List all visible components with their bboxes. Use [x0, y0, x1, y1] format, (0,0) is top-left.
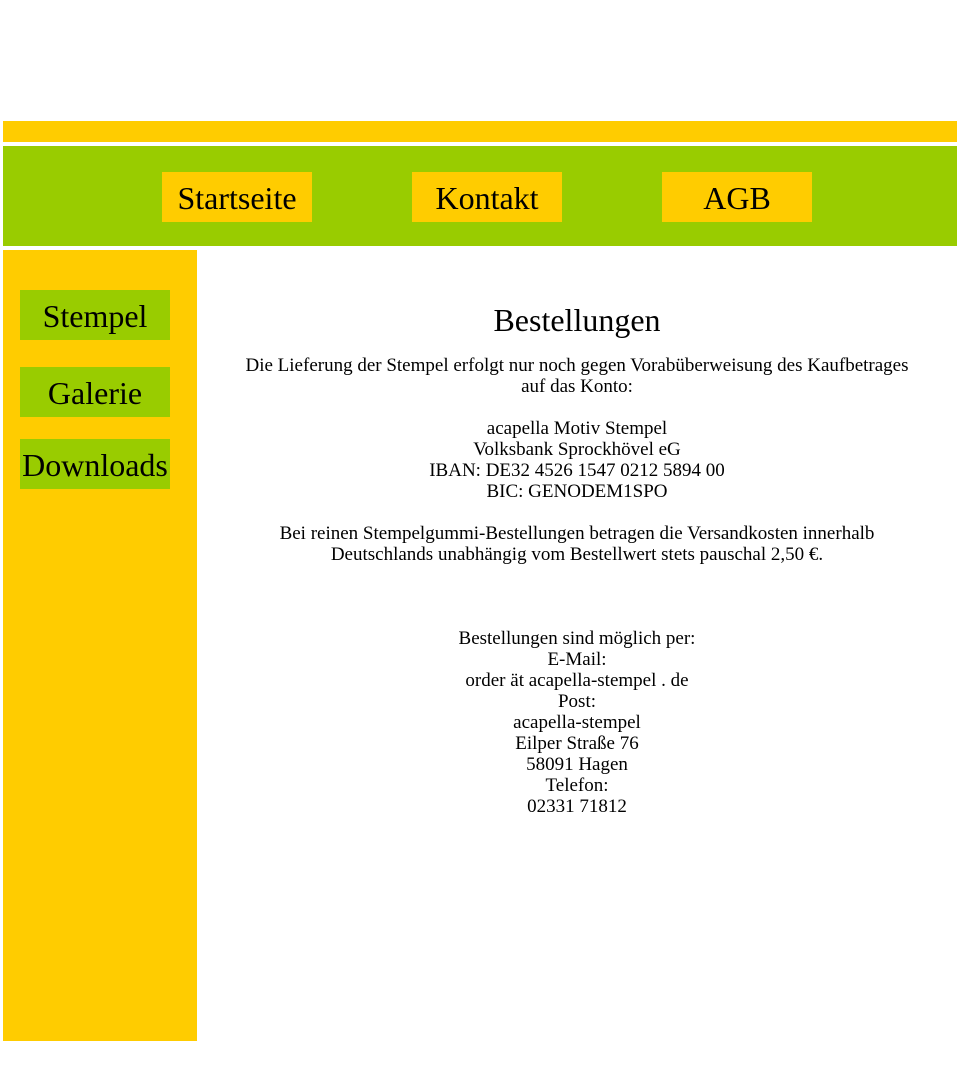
payment-info-line: Die Lieferung der Stempel erfolgt nur noch gegen Vorabüberweisung des Kaufbetrages — [245, 355, 909, 376]
sidebar-item-stempel[interactable]: Stempel — [20, 290, 170, 340]
shipping-info-paragraph — [197, 523, 957, 565]
main-content — [197, 250, 957, 817]
order-intro-text: Bestellungen sind möglich per: — [458, 628, 696, 649]
post-street: Eilper Straße 76 — [515, 733, 639, 754]
payment-info-line: auf das Konto: — [521, 376, 633, 397]
nav-kontakt-button[interactable]: Kontakt — [412, 172, 562, 222]
bank-iban: IBAN: DE32 4526 1547 0212 5894 00 — [429, 460, 725, 481]
nav-startseite-button[interactable]: Startseite — [162, 172, 312, 222]
sidebar — [3, 250, 197, 1041]
phone-label: Telefon: — [545, 775, 609, 796]
email-address: order ät acapella-stempel . de — [465, 670, 689, 691]
shipping-info-line: Bei reinen Stempelgummi-Bestellungen betragen die Versandkosten innerhalb — [279, 523, 875, 544]
bank-bic: BIC: GENODEM1SPO — [486, 481, 668, 502]
sidebar-item-downloads[interactable]: Downloads — [20, 439, 170, 489]
top-navigation — [3, 146, 957, 246]
nav-agb-button[interactable]: AGB — [662, 172, 812, 222]
bank-account-holder: acapella Motiv Stempel — [486, 418, 668, 439]
order-contact-info — [197, 628, 957, 817]
post-city: 58091 Hagen — [526, 754, 628, 775]
phone-number: 02331 71812 — [527, 796, 627, 817]
payment-info-paragraph — [197, 355, 957, 397]
post-label: Post: — [557, 691, 597, 712]
page-title: Bestellungen — [493, 302, 661, 338]
email-label: E-Mail: — [547, 649, 607, 670]
header-top-bar — [3, 121, 957, 142]
post-company: acapella-stempel — [513, 712, 641, 733]
bank-details — [197, 418, 957, 502]
sidebar-item-galerie[interactable]: Galerie — [20, 367, 170, 417]
shipping-info-line: Deutschlands unabhängig vom Bestellwert stets pauschal 2,50 €. — [330, 544, 824, 565]
bank-name: Volksbank Sprockhövel eG — [473, 439, 681, 460]
